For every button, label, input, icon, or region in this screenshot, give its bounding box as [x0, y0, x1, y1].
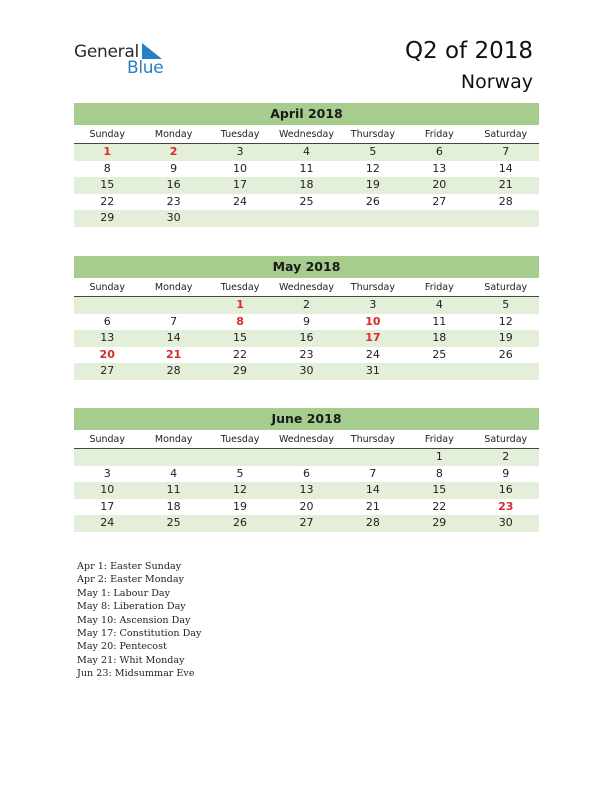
weekday-label: Tuesday [220, 434, 260, 445]
day-cell: 8 [435, 466, 443, 480]
week-row [74, 347, 539, 364]
day-cell: 8 [236, 314, 244, 328]
day-cell: 24 [233, 194, 248, 208]
logo [74, 42, 174, 82]
month-calendar-may [74, 256, 539, 380]
logo-triangle-icon [142, 43, 162, 59]
day-cell: 31 [365, 364, 380, 378]
week-row [74, 161, 539, 178]
weekday-label: Wednesday [278, 434, 334, 445]
empty-day-cell [74, 449, 140, 466]
day-cell: 7 [502, 145, 510, 158]
week-row [74, 330, 539, 347]
day-cell: 18 [166, 499, 181, 513]
day-cell: 13 [100, 331, 115, 345]
day-cell: 7 [369, 466, 377, 480]
day-cell: 20 [432, 178, 447, 192]
day-cell: 28 [166, 364, 181, 378]
day-cell: 25 [299, 194, 314, 208]
week-row [74, 499, 539, 516]
weekday-label: Sunday [89, 282, 125, 293]
weekday-label: Wednesday [278, 282, 334, 293]
month-header: May 2018 [74, 256, 539, 278]
day-cell: 24 [365, 347, 380, 361]
day-cell: 25 [432, 347, 447, 361]
day-cell: 30 [498, 516, 513, 530]
week-row [74, 144, 539, 161]
holiday-notes [77, 560, 201, 681]
holiday-note: May 8: Liberation Day [77, 601, 186, 613]
day-cell: 26 [233, 516, 248, 530]
empty-day-cell [140, 449, 206, 466]
week-row [74, 363, 539, 380]
weekday-label: Friday [424, 129, 454, 140]
holiday-note: May 10: Ascension Day [77, 614, 191, 626]
day-cell: 2 [302, 298, 310, 311]
weekday-label: Wednesday [278, 129, 334, 140]
day-cell: 14 [498, 161, 513, 175]
day-cell: 12 [498, 314, 513, 328]
month-header: April 2018 [74, 103, 539, 125]
day-cell: 9 [502, 466, 510, 480]
empty-day-cell [273, 210, 339, 227]
day-cell: 6 [435, 145, 443, 158]
day-cell: 29 [100, 211, 115, 225]
empty-day-cell [340, 449, 406, 466]
day-cell: 17 [233, 178, 248, 192]
week-row [74, 449, 539, 466]
day-cell: 19 [365, 178, 380, 192]
day-cell: 29 [233, 364, 248, 378]
weeks [74, 449, 539, 532]
week-row [74, 297, 539, 314]
day-cell: 14 [365, 483, 380, 497]
week-row [74, 194, 539, 211]
day-cell: 5 [236, 466, 244, 480]
day-cell: 15 [432, 483, 447, 497]
day-cell: 28 [498, 194, 513, 208]
day-cell: 30 [166, 211, 181, 225]
day-cell: 16 [166, 178, 181, 192]
day-cell: 4 [170, 466, 178, 480]
weekday-label: Monday [154, 129, 193, 140]
day-cell: 10 [100, 483, 115, 497]
weekday-label: Tuesday [220, 129, 260, 140]
page-title: Q2 of 2018 [404, 38, 533, 64]
holiday-note: May 21: Whit Monday [77, 654, 185, 666]
day-cell: 10 [233, 161, 248, 175]
day-cell: 6 [302, 466, 310, 480]
day-cell: 21 [365, 499, 380, 513]
weekday-label: Thursday [350, 129, 395, 140]
day-cell: 28 [365, 516, 380, 530]
day-cell: 22 [233, 347, 248, 361]
weekday-label: Thursday [350, 434, 395, 445]
empty-day-cell [273, 449, 339, 466]
month-calendar-april [74, 103, 539, 227]
empty-day-cell [140, 297, 206, 314]
holiday-note: May 20: Pentecost [77, 641, 167, 653]
weekday-label: Saturday [484, 282, 528, 293]
day-cell: 22 [432, 499, 447, 513]
weekday-label: Monday [154, 434, 193, 445]
weekday-label: Friday [424, 434, 454, 445]
day-cell: 7 [170, 314, 178, 328]
holiday-note: Apr 2: Easter Monday [77, 574, 184, 586]
day-cell: 26 [365, 194, 380, 208]
day-cell: 14 [166, 331, 181, 345]
empty-day-cell [74, 297, 140, 314]
month-header: June 2018 [74, 408, 539, 430]
day-cell: 9 [302, 314, 310, 328]
day-cell: 3 [236, 145, 244, 158]
day-cell: 23 [498, 499, 514, 513]
week-row [74, 515, 539, 532]
week-row [74, 482, 539, 499]
weeks [74, 297, 539, 380]
day-cell: 2 [169, 145, 178, 158]
day-cell: 12 [233, 483, 248, 497]
day-cell: 6 [103, 314, 111, 328]
day-cell: 11 [432, 314, 447, 328]
day-cell: 13 [432, 161, 447, 175]
day-cell: 30 [299, 364, 314, 378]
empty-day-cell [473, 363, 539, 380]
week-row [74, 466, 539, 483]
day-cell: 22 [100, 194, 115, 208]
weekday-label: Saturday [484, 129, 528, 140]
weekday-label: Tuesday [220, 282, 260, 293]
country-name: Norway [460, 71, 533, 93]
day-cell: 26 [498, 347, 513, 361]
day-cell: 27 [432, 194, 447, 208]
day-cell: 20 [99, 347, 115, 361]
day-cell: 5 [502, 298, 510, 311]
empty-day-cell [473, 210, 539, 227]
day-cell: 4 [435, 298, 443, 311]
weekday-label: Thursday [350, 282, 395, 293]
weeks [74, 144, 539, 227]
day-cell: 12 [365, 161, 380, 175]
week-row [74, 210, 539, 227]
day-cell: 21 [165, 347, 182, 361]
weekday-label: Monday [154, 282, 193, 293]
weekday-header-row [74, 279, 539, 297]
day-cell: 17 [100, 499, 115, 513]
day-cell: 5 [369, 145, 377, 158]
day-cell: 16 [299, 331, 314, 345]
logo-text-blue: Blue [127, 58, 164, 78]
day-cell: 29 [432, 516, 447, 530]
day-cell: 23 [299, 347, 314, 361]
day-cell: 27 [299, 516, 314, 530]
weekday-label: Sunday [89, 129, 125, 140]
empty-day-cell [207, 449, 273, 466]
empty-day-cell [406, 210, 472, 227]
holiday-note: May 1: Labour Day [77, 587, 171, 599]
holiday-note: May 17: Constitution Day [77, 627, 202, 639]
day-cell: 8 [103, 161, 111, 175]
weekday-label: Sunday [89, 434, 125, 445]
day-cell: 1 [435, 450, 443, 463]
weekday-header-row [74, 126, 539, 144]
day-cell: 24 [100, 516, 115, 530]
day-cell: 18 [432, 331, 447, 345]
weekday-header-row [74, 431, 539, 449]
week-row [74, 177, 539, 194]
day-cell: 25 [166, 516, 181, 530]
holiday-note: Apr 1: Easter Sunday [77, 561, 182, 572]
day-cell: 15 [100, 178, 115, 192]
day-cell: 3 [369, 298, 377, 311]
day-cell: 1 [236, 298, 244, 311]
weekday-label: Friday [424, 282, 454, 293]
day-cell: 4 [302, 145, 310, 158]
day-cell: 19 [498, 331, 513, 345]
day-cell: 21 [498, 178, 513, 192]
day-cell: 11 [166, 483, 181, 497]
day-cell: 3 [103, 466, 111, 480]
day-cell: 16 [498, 483, 513, 497]
day-cell: 13 [299, 483, 314, 497]
day-cell: 11 [299, 161, 314, 175]
empty-day-cell [406, 363, 472, 380]
day-cell: 17 [365, 331, 381, 345]
holiday-note: Jun 23: Midsummar Eve [77, 668, 195, 680]
day-cell: 18 [299, 178, 314, 192]
logo-text-general: General [74, 42, 139, 62]
empty-day-cell [207, 210, 273, 227]
weekday-label: Saturday [484, 434, 528, 445]
day-cell: 10 [365, 314, 381, 328]
week-row [74, 314, 539, 331]
day-cell: 15 [233, 331, 248, 345]
day-cell: 27 [100, 364, 115, 378]
day-cell: 2 [502, 450, 510, 463]
day-cell: 9 [170, 161, 178, 175]
month-calendar-june [74, 408, 539, 532]
day-cell: 23 [166, 194, 181, 208]
day-cell: 19 [233, 499, 248, 513]
empty-day-cell [340, 210, 406, 227]
day-cell: 20 [299, 499, 314, 513]
day-cell: 1 [103, 145, 112, 158]
